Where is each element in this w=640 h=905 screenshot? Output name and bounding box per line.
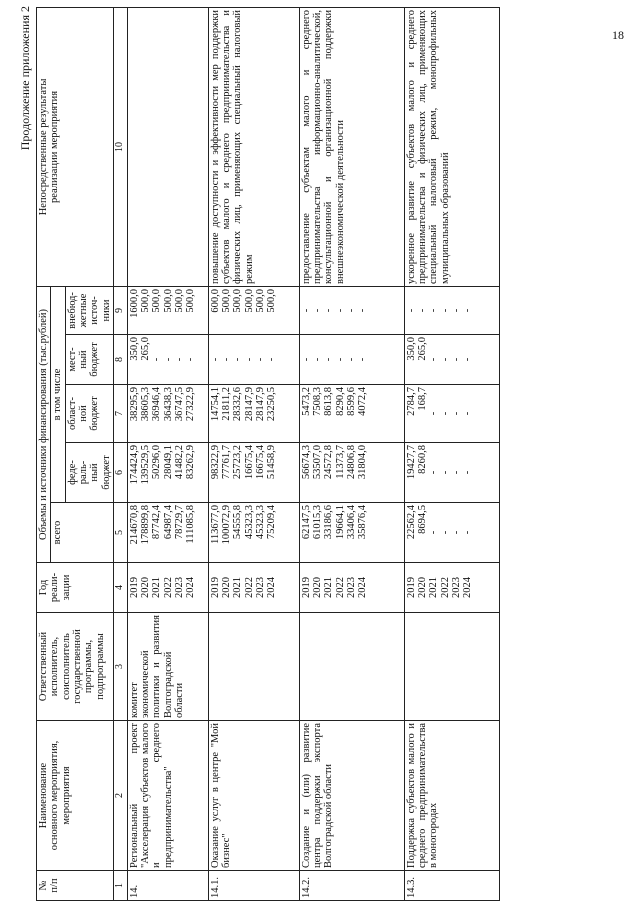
header-line: основного мероприятия,: [49, 740, 61, 851]
row-years-value: 2019: [209, 577, 221, 598]
row-federal-value: 77761,7: [221, 445, 233, 480]
col-number: 10: [113, 7, 127, 286]
row-extra-value: -: [405, 308, 417, 313]
row-total: [404, 503, 499, 563]
row-extra-value: 600,0: [209, 288, 221, 313]
header-line: соисполнитель: [60, 633, 72, 700]
header-line: п/п: [49, 878, 61, 893]
row-regional-value: 5473,2: [300, 387, 312, 416]
row-extra-value: 500,0: [140, 288, 152, 313]
row-extra-value: -: [312, 308, 324, 313]
row-local: [404, 335, 499, 385]
row-extra-value: -: [439, 308, 451, 313]
row-regional-value: 28147,9: [255, 387, 267, 422]
row-federal-value: 16675,4: [243, 445, 255, 480]
row-years-value: 2024: [462, 577, 474, 598]
row-regional-value: 7508,3: [312, 387, 324, 416]
header-volumes: Объемы и источники финансирования (тыс.рублей): [37, 286, 51, 562]
row-extra: [127, 286, 208, 334]
row-total-value: -: [451, 530, 463, 535]
row-federal-value: 174424,9: [128, 445, 140, 485]
row-result: [127, 7, 208, 286]
header-line: ный: [77, 350, 89, 369]
financing-table: [36, 7, 500, 901]
row-local-value: -: [255, 357, 267, 362]
row-local-value: -: [221, 357, 233, 362]
header-line: ный: [89, 463, 101, 482]
row-name: Региональный проект "Акселерация субъектов малого и среднего предпринимательства": [127, 721, 208, 871]
row-result: предоставление субъектам малого и среднего предпринимательства информационно-аналитической, консультационной и организационной поддержки внешнеэкономической деятельности: [299, 7, 404, 286]
row-local-value: 265,0: [140, 337, 152, 361]
row-total-value: -: [428, 530, 440, 535]
row-years: [208, 563, 299, 613]
col-number: 7: [113, 385, 127, 443]
row-total-value: 45323,3: [255, 505, 267, 540]
row-local-value: -: [462, 357, 474, 362]
row-regional-value: 28147,9: [243, 387, 255, 422]
row-regional-value: 36747,5: [174, 387, 186, 422]
col-number: 9: [113, 286, 127, 334]
row-name: Оказание услуг в центре "Мой бизнес": [208, 721, 299, 871]
row-years-value: 2021: [151, 577, 163, 598]
row-federal: [208, 443, 299, 503]
row-federal-value: 24572,8: [323, 445, 335, 480]
row-total-value: 64987,4: [162, 505, 174, 540]
row-regional: [404, 385, 499, 443]
row-local-value: -: [232, 357, 244, 362]
header-line: №: [38, 880, 49, 891]
col-number: 8: [113, 335, 127, 385]
row-number: 14.1.: [208, 871, 299, 901]
row-total-value: 113677,0: [209, 505, 221, 544]
row-local-value: -: [266, 357, 278, 362]
row-local-value: -: [323, 357, 335, 362]
col-number: 2: [113, 721, 127, 871]
header-regional: [65, 385, 113, 443]
row-extra-value: 500,0: [243, 288, 255, 313]
row-local-value: -: [334, 357, 346, 362]
row-regional: [299, 385, 404, 443]
header-line: област-: [66, 397, 78, 430]
row-local-value: -: [243, 357, 255, 362]
row-regional-value: 38295,9: [128, 387, 140, 422]
row-federal: [404, 443, 499, 503]
header-line: раль-: [77, 460, 89, 485]
row-regional: [208, 385, 299, 443]
row-federal-value: 11373,7: [334, 445, 346, 479]
row-extra-value: 500,0: [151, 288, 163, 313]
row-regional-value: 8613,8: [323, 387, 335, 416]
row-extra-value: 500,0: [221, 288, 233, 313]
row-total-value: 75209,4: [266, 505, 278, 540]
row-local-value: -: [185, 357, 197, 362]
header-line: ной: [77, 405, 89, 422]
table-row: [208, 7, 299, 900]
row-extra-value: 500,0: [174, 288, 186, 313]
header-line: государственной: [71, 629, 83, 704]
row-local-value: -: [346, 357, 358, 362]
row-regional-value: 23250,5: [266, 387, 278, 422]
row-years-value: 2020: [312, 577, 324, 598]
row-extra-value: 500,0: [266, 288, 278, 313]
header-results: [37, 7, 114, 286]
row-name: Поддержка субъектов малого и среднего предпринимательства в моногородах: [404, 721, 499, 871]
row-extra: [208, 286, 299, 334]
row-extra-value: -: [346, 308, 358, 313]
row-name: Создание и (или) развитие центра поддержки экспорта Волгоградской области: [299, 721, 404, 871]
row-years-value: 2022: [243, 577, 255, 598]
row-years-value: 2020: [221, 577, 233, 598]
row-total-value: 62147,5: [300, 505, 312, 540]
row-years-value: 2020: [417, 577, 429, 598]
row-federal-value: 19427,7: [405, 445, 417, 480]
row-local-value: -: [357, 357, 369, 362]
row-years-value: 2019: [405, 577, 417, 598]
row-federal-value: 83262,9: [185, 445, 197, 480]
row-extra-value: -: [334, 308, 346, 313]
row-federal-value: 56674,3: [300, 445, 312, 480]
row-extra-value: -: [300, 308, 312, 313]
row-regional-value: 2784,7: [405, 387, 417, 416]
header-line: реали-: [49, 572, 61, 603]
row-federal-value: 139529,5: [140, 445, 152, 485]
column-numbers-row: [113, 7, 127, 900]
row-regional-value: 168,7: [417, 387, 429, 411]
row-local-value: 265,0: [417, 337, 429, 361]
header-line: бюджет: [100, 455, 112, 490]
row-years-value: 2023: [346, 577, 358, 598]
row-regional-value: 8599,6: [346, 387, 358, 416]
row-number: 14.: [127, 871, 208, 901]
row-total-value: 19664,1: [334, 505, 346, 540]
row-regional-value: 21811,2: [221, 387, 233, 421]
header-line: программы,: [83, 639, 95, 694]
row-federal-value: 28049,1: [162, 445, 174, 480]
header-line: зации: [60, 574, 72, 601]
row-regional-value: 28332,6: [232, 387, 244, 422]
header-num: [37, 871, 114, 901]
row-local-value: 350,0: [128, 337, 140, 361]
row-extra-value: -: [357, 308, 369, 313]
row-regional-value: 36946,4: [151, 387, 163, 422]
row-federal-value: 8260,8: [417, 445, 429, 474]
row-total-value: 45323,3: [243, 505, 255, 540]
row-number: 14.3.: [404, 871, 499, 901]
row-regional-value: -: [439, 411, 451, 416]
row-extra-value: 1600,0: [128, 288, 140, 318]
row-local-value: -: [312, 357, 324, 362]
row-years-value: 2024: [357, 577, 369, 598]
row-extra: [299, 286, 404, 334]
col-number: 1: [113, 871, 127, 901]
row-executor: комитет экономической политики и развития Волгоградской области: [127, 613, 208, 721]
header-executor: [37, 613, 114, 721]
row-years-value: 2022: [162, 577, 174, 598]
col-number: 3: [113, 613, 127, 721]
header-line: Наименование: [38, 762, 49, 829]
row-years: [127, 563, 208, 613]
row-federal: [127, 443, 208, 503]
header-extra: [65, 286, 113, 334]
row-total: [299, 503, 404, 563]
row-total-value: 178899,8: [140, 505, 152, 545]
row-regional-value: -: [451, 411, 463, 416]
table-body: [127, 7, 499, 900]
row-years-value: 2021: [323, 577, 335, 598]
header-federal: [65, 443, 113, 503]
row-years: [404, 563, 499, 613]
row-extra-value: 500,0: [185, 288, 197, 313]
row-federal-value: 16675,4: [255, 445, 267, 480]
row-federal-value: 98322,9: [209, 445, 221, 480]
row-extra-value: -: [451, 308, 463, 313]
header-line: феде-: [66, 460, 78, 485]
row-local-value: -: [209, 357, 221, 362]
row-years-value: 2023: [255, 577, 267, 598]
row-years-value: 2021: [232, 577, 244, 598]
row-total-value: 214670,8: [128, 505, 140, 545]
col-number: 4: [113, 563, 127, 613]
row-years-value: 2023: [451, 577, 463, 598]
row-local-value: -: [428, 357, 440, 362]
row-extra-value: 500,0: [255, 288, 267, 313]
row-total-value: 33406,4: [346, 505, 358, 540]
header-total: всего: [51, 503, 114, 563]
row-years: [299, 563, 404, 613]
row-regional-value: 27322,9: [185, 387, 197, 422]
row-extra-value: -: [323, 308, 335, 313]
row-local-value: -: [162, 357, 174, 362]
row-federal-value: -: [428, 470, 440, 475]
row-local: [127, 335, 208, 385]
row-local-value: -: [151, 357, 163, 362]
header-name: [37, 721, 114, 871]
header-line: внебюд-: [66, 292, 78, 329]
row-regional-value: 4072,4: [357, 387, 369, 416]
row-extra: [404, 286, 499, 334]
row-extra-value: -: [428, 308, 440, 313]
row-extra-value: -: [462, 308, 474, 313]
row-extra-value: 500,0: [162, 288, 174, 313]
row-regional-value: 38605,3: [140, 387, 152, 422]
row-local-value: 350,0: [405, 337, 417, 361]
row-local-value: -: [300, 357, 312, 362]
row-federal-value: -: [462, 470, 474, 475]
row-total-value: 61015,3: [312, 505, 324, 540]
row-local-value: -: [451, 357, 463, 362]
row-total: [208, 503, 299, 563]
row-federal-value: 41482,2: [174, 445, 186, 480]
row-local: [208, 335, 299, 385]
row-years-value: 2024: [266, 577, 278, 598]
header-line: подпрограммы: [94, 633, 106, 700]
row-number: 14.2.: [299, 871, 404, 901]
row-years-value: 2020: [140, 577, 152, 598]
row-regional-value: -: [462, 411, 474, 416]
table-row: [404, 7, 499, 900]
row-total-value: -: [462, 530, 474, 535]
header-line: Ответственный: [38, 631, 49, 702]
header-line: реализации мероприятия: [49, 90, 61, 203]
row-total: [127, 503, 208, 563]
row-years-value: 2021: [428, 577, 440, 598]
row-local-value: -: [174, 357, 186, 362]
row-total-value: 54555,8: [232, 505, 244, 540]
row-years-value: 2023: [174, 577, 186, 598]
row-federal-value: 31804,0: [357, 445, 369, 480]
row-local: [299, 335, 404, 385]
row-years-value: 2022: [334, 577, 346, 598]
header-line: ники: [100, 299, 112, 322]
row-executor: [208, 613, 299, 721]
row-executor: [299, 613, 404, 721]
row-regional: [127, 385, 208, 443]
row-federal-value: 53507,0: [312, 445, 324, 480]
row-total-value: 87742,4: [151, 505, 163, 540]
row-years-value: 2024: [185, 577, 197, 598]
row-federal-value: 51458,9: [266, 445, 278, 480]
row-local-value: -: [439, 357, 451, 362]
header-line: бюджет: [89, 342, 101, 377]
col-number: 6: [113, 443, 127, 503]
row-regional-value: -: [428, 411, 440, 416]
row-years-value: 2019: [300, 577, 312, 598]
row-result: ускоренное развитие субъектов малого и среднего предпринимательства и физических лиц, применяющих специальный налоговый режим, монопрофильных муниципальных образований: [404, 7, 499, 286]
header-line: исполнитель,: [49, 636, 61, 697]
row-federal-value: 24806,8: [346, 445, 358, 480]
row-total-value: 35876,4: [357, 505, 369, 540]
row-regional-value: 14754,1: [209, 387, 221, 422]
row-federal-value: -: [451, 470, 463, 475]
header-line: бюджет: [89, 396, 101, 431]
header-line: жетные: [77, 293, 89, 328]
header-line: источ-: [89, 296, 101, 325]
header-line: мероприятия: [60, 766, 72, 825]
row-total-value: 8694,5: [417, 505, 429, 534]
table-row: [299, 7, 404, 900]
row-total-value: 33186,6: [323, 505, 335, 540]
row-total-value: 22562,4: [405, 505, 417, 540]
row-total-value: 100072,9: [221, 505, 233, 545]
row-total-value: 78729,7: [174, 505, 186, 540]
header-incl: в том числе: [51, 286, 65, 502]
row-federal: [299, 443, 404, 503]
table-row: [127, 7, 208, 900]
row-federal-value: 50296,0: [151, 445, 163, 480]
row-regional-value: 36438,3: [162, 387, 174, 422]
row-result: повышение доступности и эффективности мер поддержки субъектов малого и среднего предпринимательства и физических лиц, применяющих специальный налоговый режим: [208, 7, 299, 286]
header-line: мест-: [66, 347, 78, 372]
row-federal-value: -: [439, 470, 451, 475]
row-years-value: 2022: [439, 577, 451, 598]
header-local: [65, 335, 113, 385]
row-years-value: 2019: [128, 577, 140, 598]
row-extra-value: -: [417, 308, 429, 313]
row-federal-value: 25723,2: [232, 445, 244, 480]
header-line: Год: [38, 579, 49, 596]
row-total-value: -: [439, 530, 451, 535]
row-executor: [404, 613, 499, 721]
col-number: 5: [113, 503, 127, 563]
row-regional-value: 8290,4: [334, 387, 346, 416]
row-extra-value: 500,0: [232, 288, 244, 313]
row-total-value: 111085,8: [185, 505, 197, 544]
page-number: 18: [612, 28, 624, 42]
header-year: [37, 563, 114, 613]
continuation-label: Продолжение приложения 2: [18, 6, 32, 151]
header-line: Непосредственные результаты: [38, 78, 49, 216]
